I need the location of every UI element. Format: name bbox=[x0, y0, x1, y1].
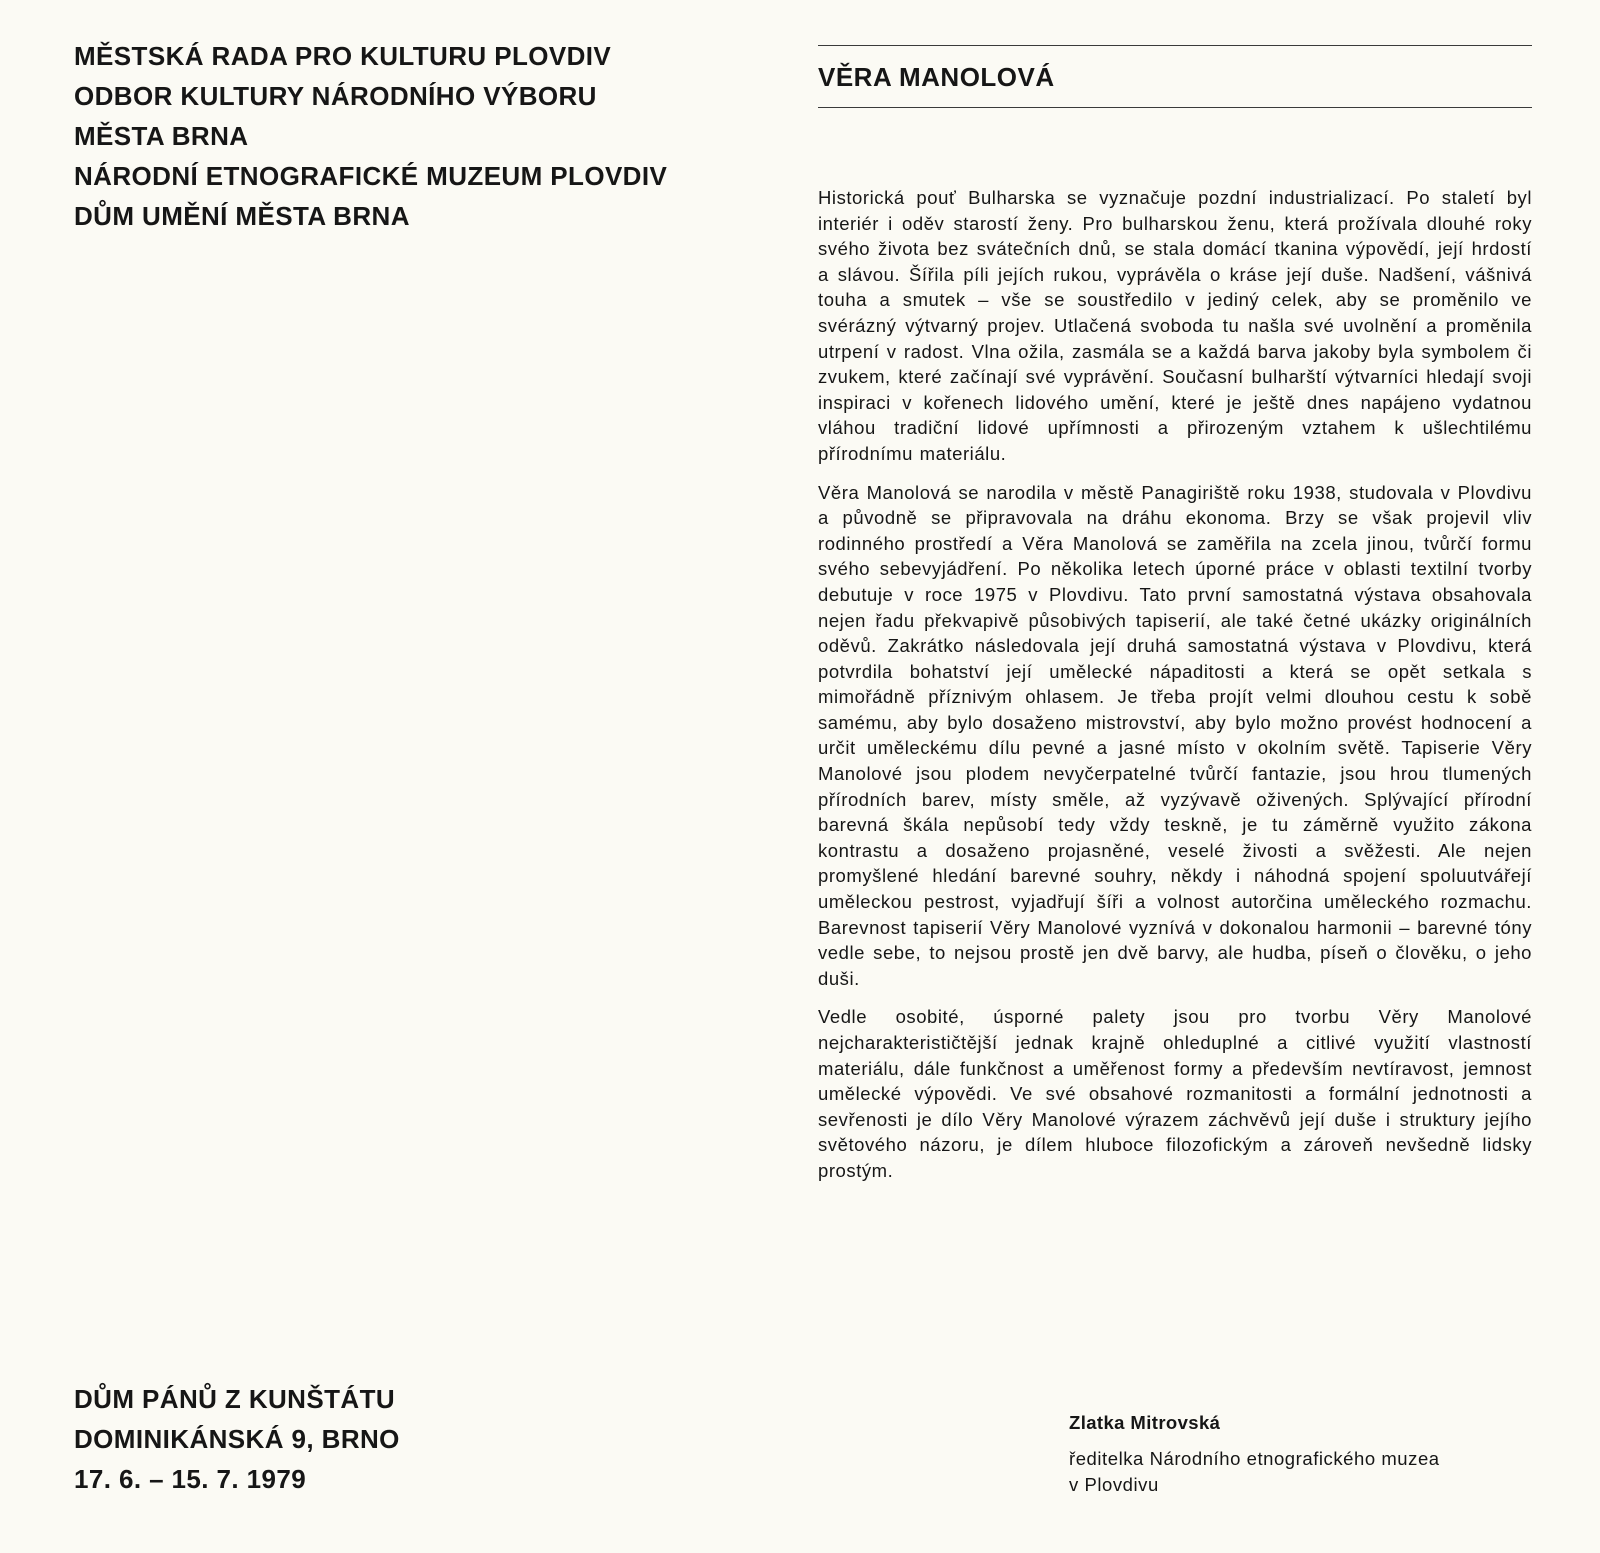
organizers-block bbox=[74, 36, 764, 236]
venue-block bbox=[74, 1379, 694, 1499]
venue-address: DOMINIKÁNSKÁ 9, BRNO bbox=[74, 1424, 400, 1454]
venue-name: DŮM PÁNŮ Z KUNŠTÁTU bbox=[74, 1384, 396, 1414]
exhibition-dates: 17. 6. – 15. 7. 1979 bbox=[74, 1464, 307, 1494]
author-role: ředitelka Národního etnografického muzea bbox=[1069, 1448, 1440, 1469]
organizer-line: DŮM UMĚNÍ MĚSTA BRNA bbox=[74, 201, 410, 231]
author-name: Zlatka Mitrovská bbox=[1069, 1412, 1221, 1433]
organizer-line: NÁRODNÍ ETNOGRAFICKÉ MUZEUM PLOVDIV bbox=[74, 161, 668, 191]
top-rule bbox=[818, 45, 1532, 46]
signature-block bbox=[1069, 1410, 1539, 1498]
article-paragraph: Historická pouť Bulharska se vyznačuje pozdní industrializací. Po staletí byl interiér i oděv starostí ženy. Pro bulharskou ženu, která prožívala dlouhé roky svého života bez svátečních dnů, se stala domácí tkanina výpovědí, její hrdostí a slávou. Šířila píli jejích rukou, vyprávěla o kráse její duše. Nadšení, vášnivá touha a smutek – vše se soustředilo v jediný celek, aby se proměnilo ve svérázný výtvarný projev. Utlačená svoboda tu našla své uvolnění a proměnila utrpení v radost. Vlna ožila, zasmála se a každá barva jakoby byla symbolem či zvukem, které začínají své vyprávění. Současní bulharští výtvarníci hledají svoji inspiraci v kořenech lidového umění, které je ještě dnes napájeno vydatnou vláhou tradiční lidové upřímnosti a přirozeným vztahem k ušlechtilému přírodnímu materiálu. bbox=[818, 187, 1532, 464]
organizer-line: MĚSTSKÁ RADA PRO KULTURU PLOVDIV bbox=[74, 41, 612, 71]
author-role-place: v Plovdivu bbox=[1069, 1474, 1159, 1495]
title-rule bbox=[818, 107, 1532, 108]
article-title: VĚRA MANOLOVÁ bbox=[818, 62, 1055, 92]
article bbox=[818, 45, 1532, 1197]
organizer-line: MĚSTA BRNA bbox=[74, 121, 249, 151]
article-paragraph: Věra Manolová se narodila v městě Panagiriště roku 1938, studovala v Plovdivu a původně se připravovala na dráhu ekonoma. Brzy se však projevil vliv rodinného prostředí a Věra Manolová se zaměřila na zcela jinou, tvůrčí formu svého sebevyjádření. Po několika letech úporné práce v oblasti textilní tvorby debutuje v roce 1975 v Plovdivu. Tato první samostatná výstava obsahovala nejen řadu překvapivě působivých tapiserií, ale také četné ukázky originálních oděvů. Zakrátko následovala její druhá samostatná výstava v Plovdivu, která potvrdila bohatství její umělecké nápaditosti a která se opět setkala s mimořádně příznivým ohlasem. Je třeba projít velmi dlouhou cestu k sobě samému, aby bylo dosaženo mistrovství, aby bylo možno provést hodnocení a určit uměleckému dílu pevné a jasné místo v okolním světě. Tapiserie Věry Manolové jsou plodem nevyčerpatelné tvůrčí fantazie, jsou hrou tlumených přírodních barev, místy směle, až vyzývavě oživených. Splývající přírodní barevná škála nepůsobí tedy vždy teskně, je tu záměrně využito zákona kontrastu a dosaženo projasněné, veselé živosti a svěžesti. Ale nejen promyšlené hledání barevné souhry, někdy i náhodná spojení spoluutvářejí uměleckou pestrost, vyjadřují šíři a volnost autorčina uměleckého rozmachu. Barevnost tapiserií Věry Manolové vyznívá v dokonalou harmonii – barevné tóny vedle sebe, to nejsou prostě jen dvě barvy, ale hudba, píseň o člověku, o jeho duši. bbox=[818, 481, 1532, 989]
organizer-line: ODBOR KULTURY NÁRODNÍHO VÝBORU bbox=[74, 81, 597, 111]
article-paragraph: Vedle osobité, úsporné palety jsou pro tvorbu Věry Manolové nejcharakterističtější jednak krajně ohleduplné a citlivé využití vlastností materiálu, dále funkčnost a uměřenost formy a především nevtíravost, jemnost umělecké výpovědi. Ve své obsahové rozmanitosti a formální jednotnosti a sevřenosti je dílo Věry Manolové výrazem záchvěvů její duše i struktury jejího světového názoru, je dílem hluboce filozofickým a zároveň nevšedně lidsky prostým. bbox=[818, 1006, 1532, 1181]
article-body bbox=[818, 185, 1532, 1184]
